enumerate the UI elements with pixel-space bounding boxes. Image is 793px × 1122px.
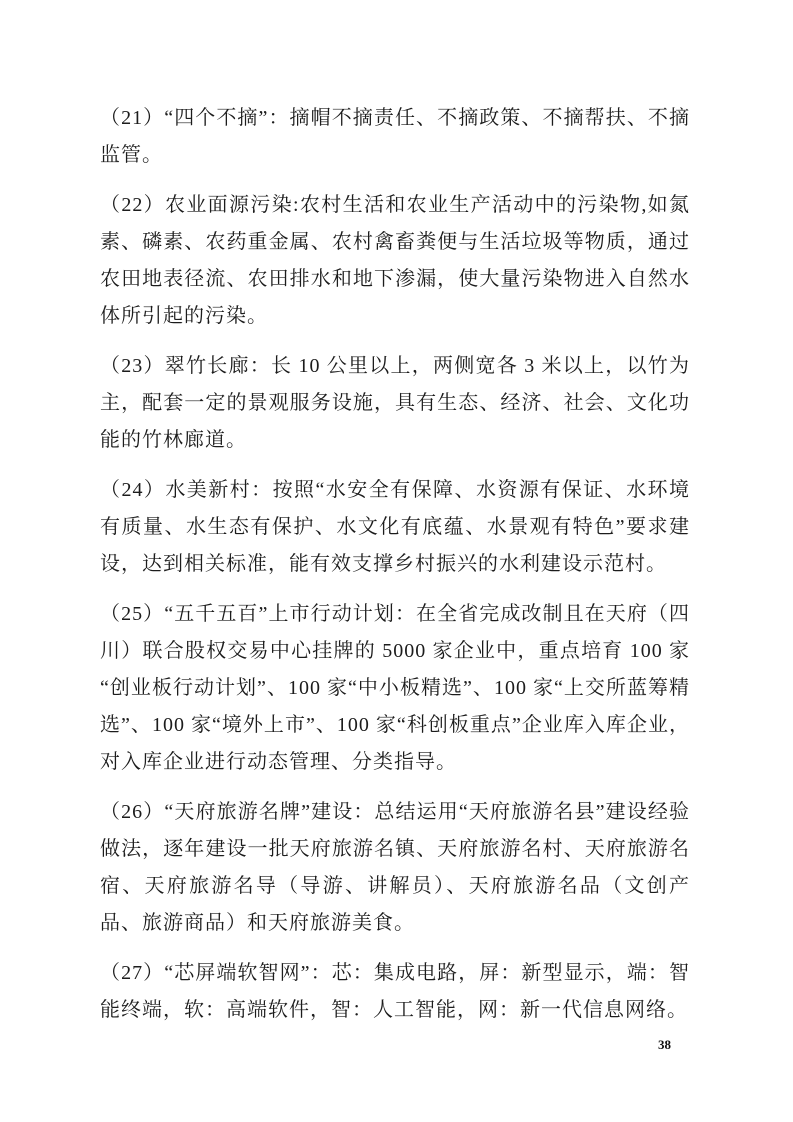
paragraph-27: （27）“芯屏端软智网”：芯：集成电路，屏：新型显示，端：智能终端，软：高端软件，智：人工智能，网：新一代信息网络。: [100, 962, 690, 1021]
paragraph-24: （24）水美新村：按照“水安全有保障、水资源有保证、水环境有质量、水生态有保护、水文化有底蕴、水景观有特色”要求建设，达到相关标准，能有效支撑乡村振兴的水利建设示范村。: [100, 479, 690, 575]
paragraph-21: （21）“四个不摘”：摘帽不摘责任、不摘政策、不摘帮扶、不摘监管。: [100, 107, 690, 166]
paragraph-23: （23）翠竹长廊：长 10 公里以上，两侧宽各 3 米以上，以竹为主，配套一定的景观服务设施，具有生态、经济、社会、文化功能的竹林廊道。: [100, 355, 690, 451]
paragraph-22: （22）农业面源污染:农村生活和农业生产活动中的污染物,如氮素、磷素、农药重金属、农村禽畜粪便与生活垃圾等物质，通过农田地表径流、农田排水和地下渗漏，使大量污染物进入自然水体所引起的污染。: [100, 194, 690, 327]
page-number: 38: [658, 1037, 671, 1052]
document-body: [100, 100, 690, 1042]
paragraph-26: （26）“天府旅游名牌”建设：总结运用“天府旅游名县”建设经验做法，逐年建设一批天府旅游名镇、天府旅游名村、天府旅游名宿、天府旅游名导（导游、讲解员）、天府旅游名品（文创产品、旅游商品）和天府旅游美食。: [100, 801, 690, 934]
paragraph-25: （25）“五千五百”上市行动计划：在全省完成改制且在天府（四川）联合股权交易中心挂牌的 5000 家企业中，重点培育 100 家“创业板行动计划”、100 家“中小板精选”、100 家“上交所蓝筹精选”、100 家“境外上市”、100 家“科创板重点”企业库入库企业，对入库企业进行动态管理、分类指导。: [100, 603, 690, 773]
